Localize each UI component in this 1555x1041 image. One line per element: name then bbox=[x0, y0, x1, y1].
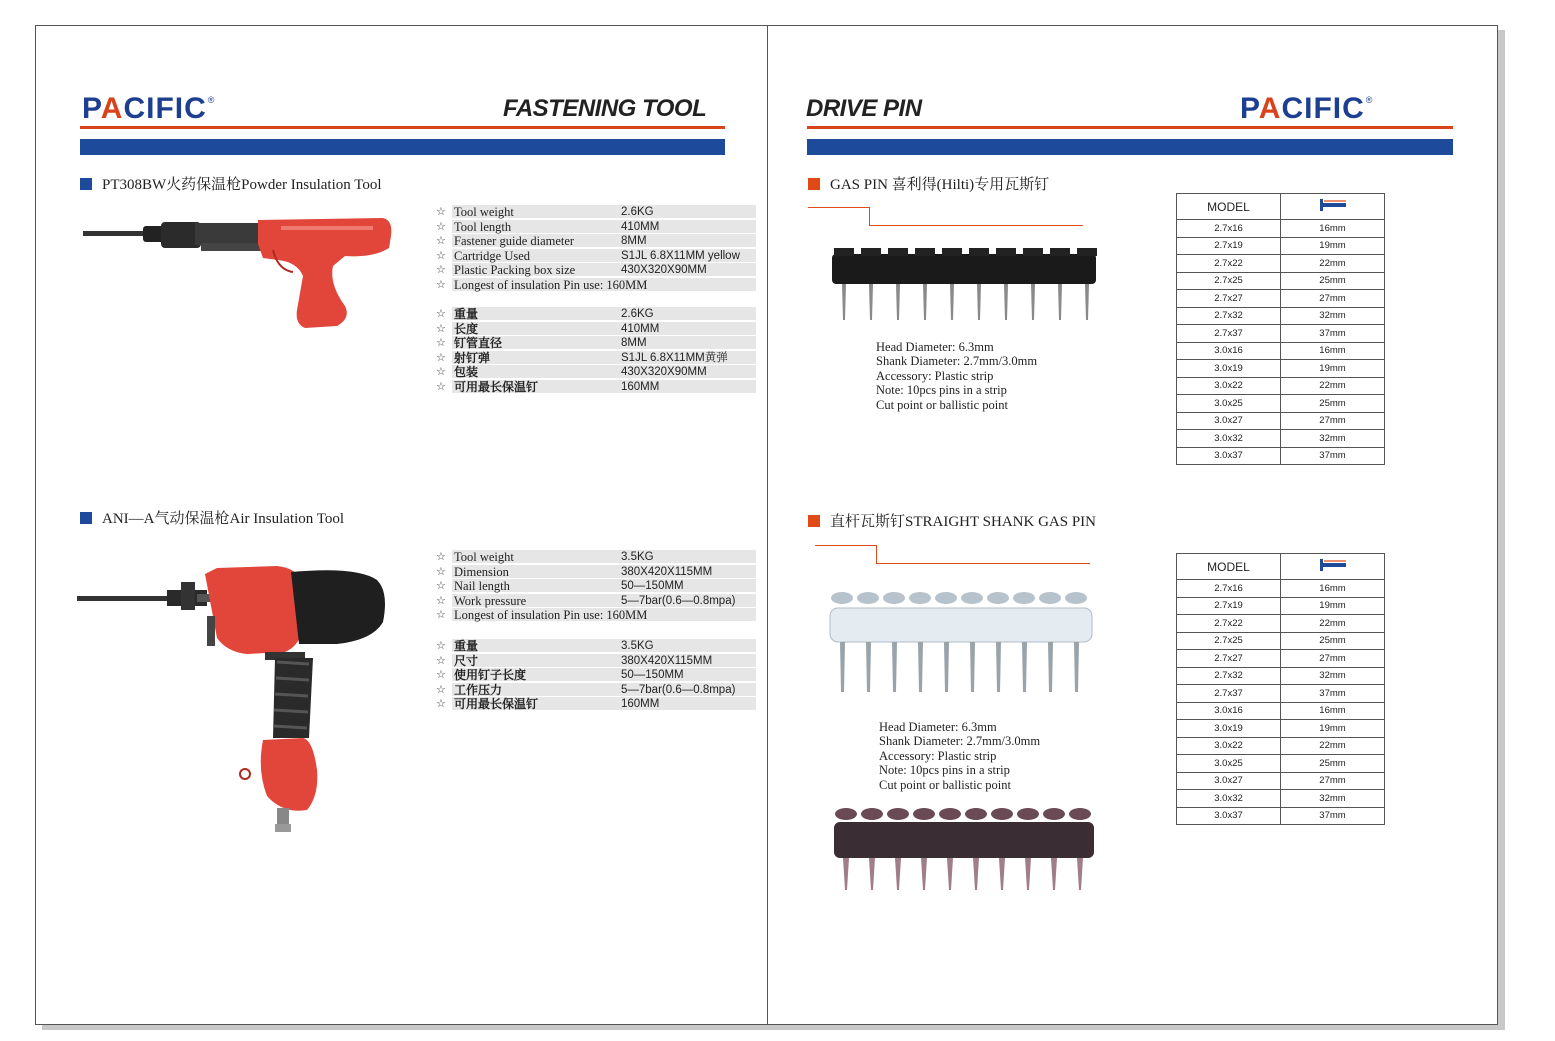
pacific-logo-left: PACIFIC® bbox=[82, 92, 216, 125]
spec-row: ☆ 尺寸 380X420X115MM bbox=[436, 654, 756, 669]
table-row bbox=[1177, 290, 1385, 308]
pin-length-icon bbox=[1281, 194, 1385, 220]
table-row bbox=[1177, 430, 1385, 448]
table-row bbox=[1177, 755, 1385, 773]
length-cell: 27mm bbox=[1281, 650, 1385, 668]
star-icon: ☆ bbox=[436, 263, 446, 276]
heading-square-icon bbox=[80, 178, 92, 190]
spec-row: ☆ Fastener guide diameter 8MM bbox=[436, 234, 756, 249]
length-cell: 25mm bbox=[1281, 395, 1385, 413]
table-row bbox=[1177, 342, 1385, 360]
table-row bbox=[1177, 325, 1385, 343]
table-row bbox=[1177, 377, 1385, 395]
star-icon: ☆ bbox=[436, 608, 446, 621]
model-cell: 3.0x27 bbox=[1177, 772, 1281, 790]
model-cell: 3.0x19 bbox=[1177, 720, 1281, 738]
table-row bbox=[1177, 220, 1385, 238]
straight-shank-pin-description: Head Diameter: 6.3mm Shank Diameter: 2.7mm/3.0mm Accessory: Plastic strip Note: 10pcs pins in a strip Cut point or ballistic point bbox=[879, 720, 1041, 792]
model-cell: 3.0x32 bbox=[1177, 790, 1281, 808]
spec-list-pt308bw-cn bbox=[436, 307, 756, 394]
model-cell: 2.7x25 bbox=[1177, 632, 1281, 650]
star-icon: ☆ bbox=[436, 564, 446, 578]
decor-line bbox=[876, 545, 877, 563]
star-icon: ☆ bbox=[436, 219, 446, 233]
length-cell: 22mm bbox=[1281, 737, 1385, 755]
model-cell: 3.0x16 bbox=[1177, 342, 1281, 360]
star-icon: ☆ bbox=[436, 550, 446, 563]
spec-row: ☆ 长度 410MM bbox=[436, 322, 756, 337]
table-row bbox=[1177, 790, 1385, 808]
length-cell: 32mm bbox=[1281, 430, 1385, 448]
model-cell: 3.0x37 bbox=[1177, 447, 1281, 465]
star-icon: ☆ bbox=[436, 668, 446, 681]
table-row bbox=[1177, 237, 1385, 255]
table-row bbox=[1177, 720, 1385, 738]
spec-row: ☆ Dimension 380X420X115MM bbox=[436, 565, 756, 580]
table-row bbox=[1177, 395, 1385, 413]
model-cell: 3.0x19 bbox=[1177, 360, 1281, 378]
air-insulation-tool-image bbox=[77, 560, 389, 842]
spec-row: ☆ Tool weight 2.6KG bbox=[436, 205, 756, 220]
table-row bbox=[1177, 615, 1385, 633]
star-icon: ☆ bbox=[436, 307, 446, 320]
table-header-model: MODEL bbox=[1177, 554, 1281, 580]
table-row bbox=[1177, 702, 1385, 720]
table-row bbox=[1177, 412, 1385, 430]
star-icon: ☆ bbox=[436, 379, 446, 393]
decor-line bbox=[869, 225, 1083, 226]
spec-row: ☆ Longest of insulation Pin use: 160MM bbox=[436, 278, 756, 293]
spec-list-ani-a-cn bbox=[436, 639, 756, 712]
model-cell: 2.7x16 bbox=[1177, 220, 1281, 238]
length-cell: 27mm bbox=[1281, 412, 1385, 430]
section-title-fastening-tool: FASTENING TOOL bbox=[503, 95, 707, 122]
length-cell: 27mm bbox=[1281, 290, 1385, 308]
pacific-logo-right: PACIFIC® bbox=[1240, 92, 1374, 125]
table-row bbox=[1177, 632, 1385, 650]
length-cell: 16mm bbox=[1281, 220, 1385, 238]
pin-heading-gas-pin: GAS PIN 喜利得(Hilti)专用瓦斯钉 bbox=[808, 178, 1049, 193]
ballistic-pin-strip-image bbox=[832, 806, 1096, 896]
spec-row: ☆ Cartridge Used S1JL 6.8X11MM yellow bbox=[436, 249, 756, 264]
star-icon: ☆ bbox=[436, 579, 446, 592]
model-cell: 2.7x22 bbox=[1177, 615, 1281, 633]
star-icon: ☆ bbox=[436, 336, 446, 349]
pin-length-icon bbox=[1281, 554, 1385, 580]
star-icon: ☆ bbox=[436, 277, 446, 291]
table-row bbox=[1177, 667, 1385, 685]
length-cell: 19mm bbox=[1281, 597, 1385, 615]
model-cell: 3.0x22 bbox=[1177, 377, 1281, 395]
straight-shank-pin-strip-image bbox=[828, 588, 1098, 698]
gas-pin-description: Head Diameter: 6.3mm Shank Diameter: 2.7mm/3.0mm Accessory: Plastic strip Note: 10pcs pins in a strip Cut point or ballistic point bbox=[876, 340, 1038, 412]
length-cell: 16mm bbox=[1281, 702, 1385, 720]
heading-square-icon bbox=[808, 515, 820, 527]
length-cell: 19mm bbox=[1281, 720, 1385, 738]
spec-list-pt308bw-en bbox=[436, 205, 756, 292]
spec-row: ☆ 可用最长保温钉 160MM bbox=[436, 697, 756, 712]
table-row bbox=[1177, 685, 1385, 703]
length-cell: 19mm bbox=[1281, 237, 1385, 255]
star-icon: ☆ bbox=[436, 350, 446, 364]
gas-pin-model-table bbox=[1176, 193, 1385, 465]
table-row bbox=[1177, 255, 1385, 273]
product-heading-pt308bw: PT308BW火药保温枪Powder Insulation Tool bbox=[80, 178, 382, 193]
table-row bbox=[1177, 580, 1385, 598]
length-cell: 22mm bbox=[1281, 255, 1385, 273]
product-heading-ani-a: ANI—A气动保温枪Air Insulation Tool bbox=[80, 512, 344, 527]
length-cell: 25mm bbox=[1281, 632, 1385, 650]
spec-row: ☆ Nail length 50—150MM bbox=[436, 579, 756, 594]
spec-row: ☆ 重量 3.5KG bbox=[436, 639, 756, 654]
model-cell: 2.7x37 bbox=[1177, 325, 1281, 343]
header-blue-bar bbox=[80, 139, 725, 155]
length-cell: 22mm bbox=[1281, 615, 1385, 633]
heading-square-icon bbox=[808, 178, 820, 190]
section-title-drive-pin: DRIVE PIN bbox=[806, 95, 922, 122]
model-cell: 2.7x37 bbox=[1177, 685, 1281, 703]
spec-row: ☆ Work pressure 5—7bar(0.6—0.8mpa) bbox=[436, 594, 756, 609]
straight-shank-model-table bbox=[1176, 553, 1385, 825]
model-cell: 3.0x16 bbox=[1177, 702, 1281, 720]
decor-line bbox=[876, 563, 1090, 564]
powder-insulation-tool-image bbox=[83, 214, 395, 334]
table-row bbox=[1177, 360, 1385, 378]
model-cell: 2.7x32 bbox=[1177, 667, 1281, 685]
decor-line bbox=[815, 545, 877, 546]
model-cell: 2.7x27 bbox=[1177, 290, 1281, 308]
model-cell: 2.7x25 bbox=[1177, 272, 1281, 290]
table-row bbox=[1177, 447, 1385, 465]
model-cell: 2.7x19 bbox=[1177, 597, 1281, 615]
star-icon: ☆ bbox=[436, 365, 446, 378]
header-blue-bar bbox=[807, 139, 1453, 155]
star-icon: ☆ bbox=[436, 205, 446, 218]
length-cell: 37mm bbox=[1281, 685, 1385, 703]
length-cell: 16mm bbox=[1281, 580, 1385, 598]
header-orange-rule bbox=[80, 126, 725, 129]
spec-row: ☆ Tool weight 3.5KG bbox=[436, 550, 756, 565]
length-cell: 37mm bbox=[1281, 325, 1385, 343]
model-cell: 2.7x27 bbox=[1177, 650, 1281, 668]
decor-line bbox=[808, 207, 870, 208]
spec-row: ☆ 射钉弹 S1JL 6.8X11MM黄弹 bbox=[436, 351, 756, 366]
model-cell: 3.0x25 bbox=[1177, 755, 1281, 773]
length-cell: 32mm bbox=[1281, 790, 1385, 808]
model-cell: 2.7x16 bbox=[1177, 580, 1281, 598]
star-icon: ☆ bbox=[436, 234, 446, 247]
length-cell: 37mm bbox=[1281, 447, 1385, 465]
length-cell: 22mm bbox=[1281, 377, 1385, 395]
length-cell: 16mm bbox=[1281, 342, 1385, 360]
star-icon: ☆ bbox=[436, 697, 446, 710]
header-orange-rule bbox=[807, 126, 1453, 129]
spec-row: ☆ 可用最长保温钉 160MM bbox=[436, 380, 756, 395]
star-icon: ☆ bbox=[436, 248, 446, 262]
table-row bbox=[1177, 807, 1385, 825]
spec-row: ☆ 工作压力 5—7bar(0.6—0.8mpa) bbox=[436, 683, 756, 698]
spec-row: ☆ Longest of insulation Pin use: 160MM bbox=[436, 608, 756, 623]
table-row bbox=[1177, 650, 1385, 668]
model-cell: 3.0x32 bbox=[1177, 430, 1281, 448]
decor-line bbox=[869, 207, 870, 225]
spec-row: ☆ 钉管直径 8MM bbox=[436, 336, 756, 351]
length-cell: 25mm bbox=[1281, 272, 1385, 290]
length-cell: 27mm bbox=[1281, 772, 1385, 790]
length-cell: 32mm bbox=[1281, 307, 1385, 325]
spec-row: ☆ 重量 2.6KG bbox=[436, 307, 756, 322]
pin-heading-straight-shank: 直杆瓦斯钉STRAIGHT SHANK GAS PIN bbox=[808, 515, 1096, 530]
model-cell: 3.0x22 bbox=[1177, 737, 1281, 755]
table-row bbox=[1177, 272, 1385, 290]
model-cell: 3.0x25 bbox=[1177, 395, 1281, 413]
star-icon: ☆ bbox=[436, 593, 446, 607]
gas-pin-strip-image bbox=[830, 244, 1102, 326]
heading-square-icon bbox=[80, 512, 92, 524]
length-cell: 19mm bbox=[1281, 360, 1385, 378]
spec-row: ☆ 使用钉子长度 50—150MM bbox=[436, 668, 756, 683]
model-cell: 2.7x32 bbox=[1177, 307, 1281, 325]
model-cell: 2.7x22 bbox=[1177, 255, 1281, 273]
star-icon: ☆ bbox=[436, 653, 446, 667]
length-cell: 32mm bbox=[1281, 667, 1385, 685]
table-row bbox=[1177, 307, 1385, 325]
spec-row: ☆ Plastic Packing box size 430X320X90MM bbox=[436, 263, 756, 278]
model-cell: 3.0x27 bbox=[1177, 412, 1281, 430]
model-cell: 2.7x19 bbox=[1177, 237, 1281, 255]
table-row bbox=[1177, 737, 1385, 755]
table-row bbox=[1177, 772, 1385, 790]
page-shadow bbox=[1497, 30, 1505, 1030]
star-icon: ☆ bbox=[436, 321, 446, 335]
star-icon: ☆ bbox=[436, 639, 446, 652]
table-header-model: MODEL bbox=[1177, 194, 1281, 220]
length-cell: 37mm bbox=[1281, 807, 1385, 825]
spec-row: ☆ 包装 430X320X90MM bbox=[436, 365, 756, 380]
length-cell: 25mm bbox=[1281, 755, 1385, 773]
spec-list-ani-a-en bbox=[436, 550, 756, 623]
spec-row: ☆ Tool length 410MM bbox=[436, 220, 756, 235]
table-row bbox=[1177, 597, 1385, 615]
model-cell: 3.0x37 bbox=[1177, 807, 1281, 825]
star-icon: ☆ bbox=[436, 682, 446, 696]
